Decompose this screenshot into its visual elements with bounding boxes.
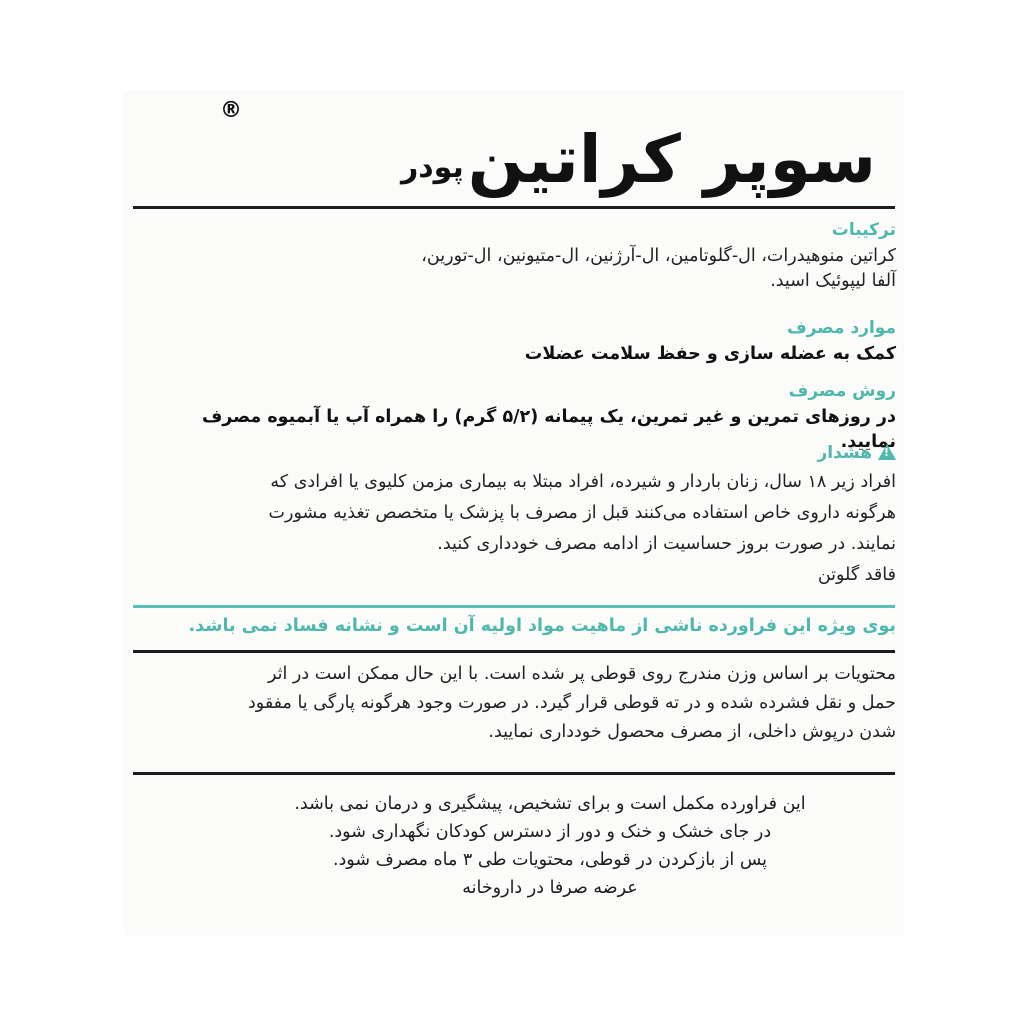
warning-heading: هشدار (817, 443, 872, 463)
contents-note-section (151, 660, 896, 747)
composition-heading: ترکیبات (831, 220, 896, 240)
warning-triangle-icon (878, 444, 896, 460)
indications-section (151, 316, 896, 367)
footer-line: این فراورده مکمل است و برای تشخیص، پیشگیری و درمان نمی باشد. (294, 794, 806, 814)
registered-mark: ® (220, 98, 242, 123)
contents-note-line: محتویات بر اساس وزن مندرج روی قوطی پر شده است. با این حال ممکن است در اثر (267, 664, 896, 684)
footer-line: در جای خشک و خنک و دور از دسترس کودکان نگهداری شود. (328, 822, 772, 842)
usage-heading: روش مصرف (788, 381, 896, 401)
footer-line: پس از بازکردن در قوطی، محتویات طی ۳ ماه مصرف شود. (332, 850, 768, 870)
product-name: سوپر کراتین (467, 121, 876, 198)
contents-note-line: شدن درپوش داخلی، از مصرف محصول خودداری نمایید. (488, 722, 896, 742)
product-title (400, 108, 876, 198)
warning-section (151, 441, 896, 591)
contents-note-line: حمل و نقل فشرده شده و در ته قوطی قرار گیرد. در صورت وجود هرگونه پارگی یا مفقود (248, 693, 896, 713)
warning-heading-row (151, 441, 896, 467)
warning-line: افراد زیر ۱۸ سال، زنان باردار و شیرده، افراد مبتلا به بیماری مزمن کلیوی یا افرادی که (270, 471, 896, 492)
composition-line: آلفا لیپوئیک اسید. (770, 271, 896, 291)
composition-section (151, 218, 896, 295)
composition-line: کراتین منوهیدرات، ال-گلوتامین، ال-آرژنین، ال-متیونین، ال-تورین، (421, 245, 896, 266)
odor-divider-top (133, 605, 895, 608)
product-form: پودر (400, 150, 464, 185)
footer-line: عرضه صرفا در داروخانه (462, 878, 638, 898)
warning-line: فاقد گلوتن (817, 564, 896, 585)
odor-divider-bottom (133, 650, 895, 653)
odor-note: بوی ویژه این فراورده ناشی از ماهیت مواد اولیه آن است و نشانه فساد نمی باشد. (188, 616, 896, 636)
indications-heading: موارد مصرف (786, 318, 896, 338)
odor-note-section (151, 614, 896, 640)
indications-text: کمک به عضله سازی و حفظ سلامت عضلات (524, 343, 896, 364)
footer-notes (240, 790, 860, 902)
warning-line: نمایند. در صورت بروز حساسیت از ادامه مصرف خودداری کنید. (437, 533, 896, 554)
contents-divider (133, 772, 895, 775)
usage-text: در روزهای تمرین و غیر تمرین، یک پیمانه (۵/۲ گرم) را همراه آب یا آبمیوه مصرف نمایید. (201, 406, 896, 452)
title-divider (133, 206, 895, 209)
warning-line: هرگونه داروی خاص استفاده می‌کنند قبل از مصرف با پزشک یا متخصص تغذیه مشورت (268, 502, 896, 523)
